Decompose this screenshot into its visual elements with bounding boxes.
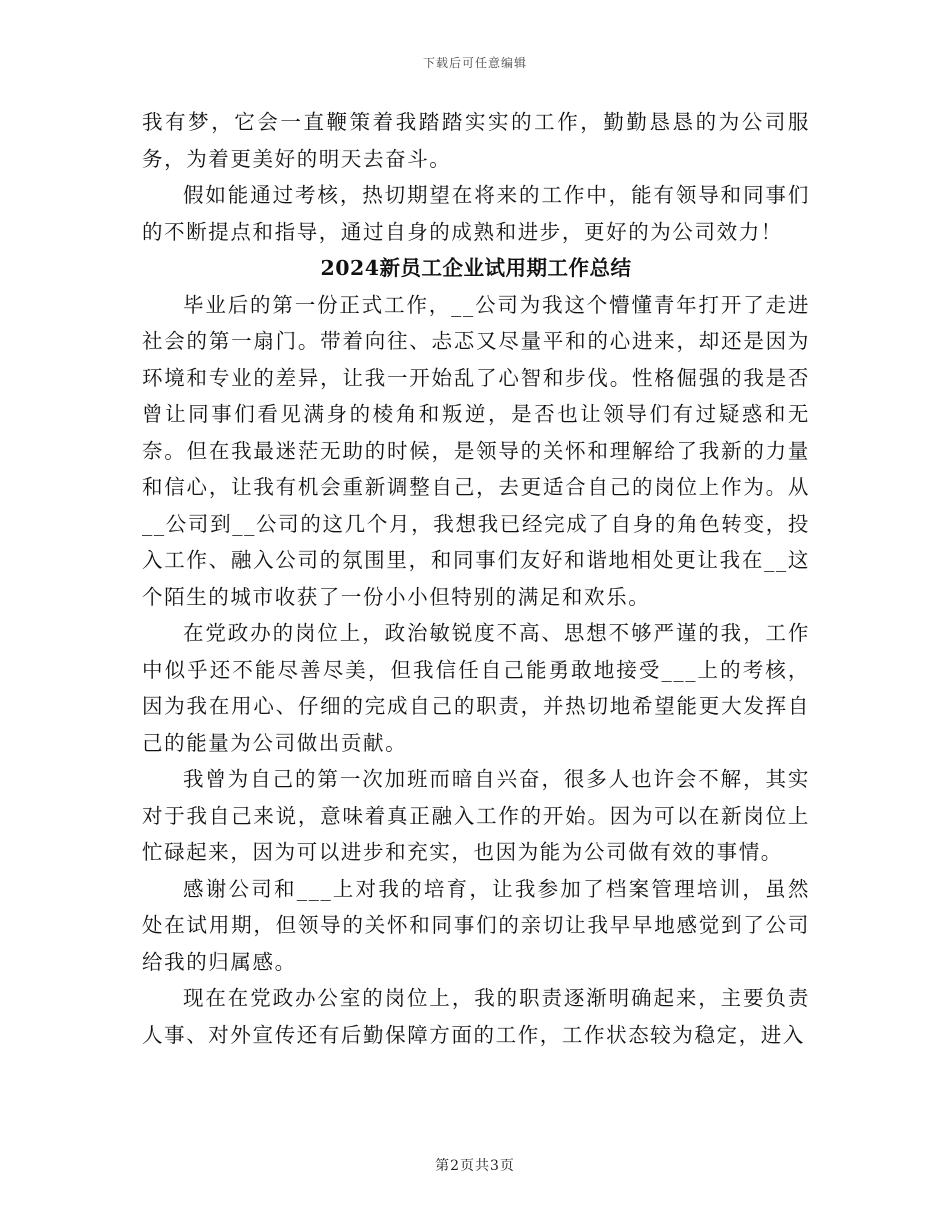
paragraph: 在党政办的岗位上，政治敏锐度不高、思想不够严谨的我，工作中似乎还不能尽善尽美，但我信任自己能勇敢地接受___上的考核，因为我在用心、仔细的完成自己的职责，并热切地希望能更大发挥自己的能量为公司做出贡献。: [142, 621, 810, 755]
paragraph: 毕业后的第一份正式工作，__公司为我这个懵懂青年打开了走进社会的第一扇门。带着向往、忐忑又尽量平和的心进来，却还是因为环境和专业的差异，让我一开始乱了心智和步伐。性格倔强的我是否曾让同事们看见满身的棱角和叛逆，是否也让领导们有过疑惑和无奈。但在我最迷茫无助的时候，是领导的关怀和理解给了我新的力量和信心，让我有机会重新调整自己，去更适合自己的岗位上作为。从__公司到__公司的这几个月，我想我已经完成了自身的角色转变，投入工作、融入公司的氛围里，和同事们友好和谐地相处更让我在__这个陌生的城市收获了一份小小但特别的满足和欢乐。: [142, 292, 810, 609]
section-title: 2024新员工企业试用期工作总结: [320, 256, 632, 280]
paragraph-continuation: 我有梦，它会一直鞭策着我踏踏实实的工作，勤勤恳恳的为公司服务，为着更美好的明天去奋斗。: [142, 110, 810, 171]
paragraph: 感谢公司和___上对我的培育，让我参加了档案管理培训，虽然处在试用期，但领导的关怀和同事们的亲切让我早早地感觉到了公司给我的归属感。: [142, 876, 810, 974]
paragraph: 我曾为自己的第一次加班而暗自兴奋，很多人也许会不解，其实对于我自己来说，意味着真正融入工作的开始。因为可以在新岗位上忙碌起来，因为可以进步和充实，也因为能为公司做有效的事情。: [142, 767, 810, 864]
paragraph: 现在在党政办公室的岗位上，我的职责逐渐明确起来，主要负责人事、对外宣传还有后勤保障方面的工作，工作状态较为稳定，进入: [142, 986, 810, 1047]
page-number: 第2页共3页: [435, 1158, 515, 1174]
header-note: 下载后可任意编辑: [422, 56, 527, 70]
document-body: [142, 104, 810, 1053]
paragraph: 假如能通过考核，热切期望在将来的工作中，能有领导和同事们的不断提点和指导，通过自身的成熟和进步，更好的为公司效力！: [142, 183, 810, 244]
